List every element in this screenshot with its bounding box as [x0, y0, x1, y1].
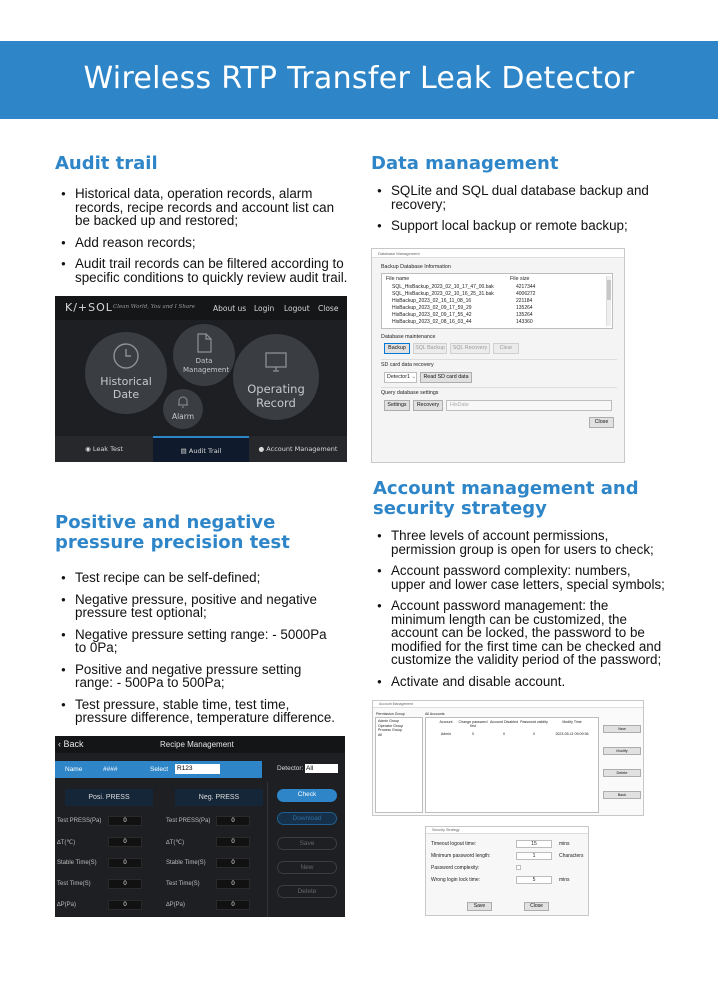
audit-trail-heading: Audit trail: [55, 153, 158, 174]
list-item[interactable]: [392, 305, 602, 312]
brand-slogan: Clean World, You and I Share: [113, 304, 196, 310]
account-management-heading: [373, 479, 639, 519]
column-header: Account: [439, 720, 453, 724]
list-item[interactable]: [392, 298, 602, 305]
clear-button[interactable]: Clear: [493, 343, 519, 354]
file-name: SQL_HisBackup_2023_02_10_17_47_00.bak: [392, 284, 494, 290]
modify-account-button[interactable]: Modify: [603, 747, 641, 755]
list-item: ● Add reason records;: [61, 236, 351, 250]
list-item[interactable]: All: [378, 732, 382, 737]
list-item: ● Account password complexity: numbers, upper and lower case letters, special symbols;: [377, 564, 665, 591]
tab-label: Leak Test: [92, 445, 123, 453]
table-cell: 0: [503, 732, 505, 736]
back-link[interactable]: [58, 739, 84, 749]
file-size: 221184: [516, 298, 533, 304]
select-label: Select: [150, 766, 169, 773]
data-management-heading: Data management: [371, 153, 559, 174]
save-button[interactable]: Save: [467, 902, 492, 911]
list-item[interactable]: [392, 319, 602, 326]
historical-date-label: Historical Date: [100, 375, 152, 401]
maintenance-label: Database maintenance: [381, 334, 436, 340]
recipe-top-bar: [55, 736, 345, 753]
column-header: Modify Time: [562, 720, 582, 724]
list-item: ● Account password management: the minimum length can be customized, the account can be locked, the password to be modified for the first time can be checked and customize the validity period of the password;: [377, 599, 665, 667]
param-input[interactable]: 0: [216, 837, 250, 847]
param-input[interactable]: 0: [216, 858, 250, 868]
param-label: ∆P(Pa): [57, 902, 77, 908]
historical-date-button[interactable]: [85, 332, 167, 414]
lock-time-unit: mins: [559, 877, 570, 883]
security-strategy-window: [425, 826, 589, 916]
query-settings-label: Query database settings: [381, 390, 439, 396]
timeout-label: Timeout logout time:: [431, 841, 477, 847]
audit-icon: ▤: [180, 447, 187, 455]
table-header: [432, 720, 598, 730]
lock-time-label: Wrong login lock time:: [431, 877, 481, 883]
list-item: ● Activate and disable account.: [377, 675, 665, 689]
param-label: Test Time(S): [166, 881, 200, 887]
table-cell: 2023-05-11 09:09:36: [555, 732, 589, 736]
param-label: Stable Time(S): [57, 860, 97, 866]
back-button[interactable]: Back: [603, 791, 641, 799]
recipe-title: Recipe Management: [160, 740, 234, 749]
account-management-list: [377, 529, 665, 696]
lock-time-input[interactable]: 5: [516, 876, 552, 884]
backup-button[interactable]: Backup: [384, 343, 410, 354]
recipe-management-screen: [55, 736, 345, 917]
file-name: HisBackup_2023_02_16_11_08_16: [392, 298, 472, 304]
tab-account-management[interactable]: [249, 436, 347, 462]
window-title: Account Management: [373, 701, 643, 708]
monitor-icon: [265, 352, 287, 372]
recipe-select-input[interactable]: R123: [175, 764, 220, 774]
heading-line: pressure precision test: [55, 532, 290, 553]
screen-top-bar: [55, 296, 347, 320]
file-size: 4217344: [516, 284, 536, 290]
list-item: ● Test pressure, stable time, test time, pressure difference, temperature difference.: [61, 698, 341, 725]
param-label: Stable Time(S): [166, 860, 206, 866]
database-management-window: [371, 248, 625, 463]
permission-group-label: Permission Group: [376, 712, 405, 716]
alarm-button[interactable]: [163, 389, 203, 429]
detector-select[interactable]: All: [305, 764, 338, 773]
new-button[interactable]: New: [277, 861, 337, 874]
param-input[interactable]: 0: [216, 879, 250, 889]
list-item: ● Test recipe can be self-defined;: [61, 571, 341, 585]
back-label: Back: [63, 739, 84, 749]
sql-recovery-button[interactable]: SQL Recovery: [450, 343, 490, 354]
list-item[interactable]: [392, 312, 602, 319]
posi-press-header: Posi. PRESS: [65, 789, 153, 806]
read-sd-card-button[interactable]: Read SD card data: [420, 372, 472, 383]
param-input[interactable]: 0: [108, 858, 142, 868]
tab-leak-test[interactable]: [55, 436, 153, 462]
param-label: Test Time(S): [57, 881, 91, 887]
operating-record-label: Operating Record: [247, 382, 305, 410]
list-item: ● Historical data, operation records, alarm records, recipe records and account list can be backed up and restored;: [61, 187, 351, 228]
param-input[interactable]: 0: [108, 837, 142, 847]
tab-label: Account Management: [266, 445, 338, 453]
param-label: ∆T(℃): [166, 840, 185, 846]
all-accounts-label: All Accounts: [425, 712, 445, 716]
menu-login[interactable]: Login: [254, 304, 275, 313]
table-cell: 0: [472, 732, 474, 736]
file-name: HisBackup_2023_02_09_17_59_29: [392, 305, 472, 311]
settings-button[interactable]: Settings: [384, 400, 410, 411]
heading-line: Positive and negative: [55, 512, 276, 533]
param-input[interactable]: 0: [108, 816, 142, 826]
clock-icon: [112, 342, 140, 370]
chevron-left-icon: ‹: [58, 739, 61, 749]
divider: [381, 359, 617, 360]
tab-audit-trail[interactable]: [153, 436, 249, 462]
recovery-button[interactable]: Recovery: [413, 400, 443, 411]
table-cell: 0: [533, 732, 535, 736]
menu-logout[interactable]: Logout: [284, 304, 310, 313]
operating-record-button[interactable]: [233, 334, 319, 420]
list-item[interactable]: [392, 284, 602, 291]
detector-select-value: Detector1: [387, 374, 410, 380]
file-size: 143360: [516, 319, 533, 325]
new-account-button[interactable]: New: [603, 725, 641, 733]
complexity-label: Password complexity:: [431, 865, 480, 871]
alarm-label: Alarm: [171, 412, 195, 421]
bell-icon: [176, 395, 190, 409]
screen-tab-bar: [55, 436, 347, 462]
close-button[interactable]: Close: [589, 417, 614, 428]
param-input[interactable]: 0: [216, 816, 250, 826]
menu-about-us[interactable]: About us: [213, 304, 247, 313]
sd-card-label: SD card data recovery: [381, 362, 434, 368]
list-item: ● Three levels of account permissions, permission group is open for users to check;: [377, 529, 665, 556]
download-button[interactable]: Download: [277, 812, 337, 825]
permission-group-list[interactable]: [375, 717, 423, 813]
file-name: HisBackup_2023_02_08_16_03_44: [392, 319, 472, 325]
pressure-test-list: [61, 571, 341, 733]
scrollbar[interactable]: [606, 276, 611, 326]
window-title: Security Strategy: [426, 827, 588, 834]
divider: [381, 387, 617, 388]
param-label: ∆T(℃): [57, 840, 76, 846]
list-item: ● SQLite and SQL dual database backup and recovery;: [377, 184, 657, 211]
sql-backup-button[interactable]: SQL Backup: [413, 343, 447, 354]
backup-info-label: Backup Database Information: [381, 264, 451, 270]
chevron-down-icon: ⌄: [411, 374, 416, 380]
column-header: Password validity: [520, 720, 548, 724]
check-button[interactable]: Check: [277, 789, 337, 802]
gauge-icon: ◉: [85, 445, 91, 453]
name-label: Name: [65, 766, 83, 773]
audit-trail-list: [61, 187, 351, 292]
file-size: 4006272: [516, 291, 536, 297]
pressure-test-heading: [55, 513, 290, 553]
title-banner: [0, 41, 718, 119]
param-label: ∆P(Pa): [166, 902, 186, 908]
param-label: Test PRESS(Pa): [57, 818, 102, 824]
window-title: Database Management: [372, 249, 624, 258]
file-name: SQL_HisBackup_2023_02_10_16_25_31.bak: [392, 291, 494, 297]
data-management-button[interactable]: [173, 324, 235, 386]
heading-line: Account management and: [373, 478, 639, 499]
file-name: HisBackup_2023_02_09_17_55_42: [392, 312, 472, 318]
table-row[interactable]: [432, 732, 598, 738]
brand-logo: K/+SOL: [65, 301, 113, 314]
list-item[interactable]: Admin Group: [378, 719, 400, 723]
list-item: ● Negative pressure, positive and negative pressure test optional;: [61, 593, 341, 620]
list-item[interactable]: Operator Group: [378, 723, 404, 728]
column-header: Change password first: [458, 720, 488, 729]
list-item: ● Positive and negative pressure setting range: - 500Pa to 500Pa;: [61, 663, 341, 690]
col-file-name: File name: [386, 276, 410, 282]
divider: [267, 782, 268, 917]
column-header: Account Disabled: [490, 720, 518, 724]
data-management-list: [377, 184, 657, 241]
detector-label: Detector:: [277, 765, 304, 772]
detector-select[interactable]: [384, 372, 417, 383]
col-file-size: File size: [510, 276, 530, 282]
param-input[interactable]: 0: [108, 879, 142, 889]
document-icon: [195, 333, 213, 353]
accounts-table[interactable]: [425, 717, 599, 813]
min-length-unit: Characters: [559, 853, 584, 859]
delete-account-button[interactable]: Delete: [603, 769, 641, 777]
close-button[interactable]: Close: [524, 902, 549, 911]
file-size: 135264: [516, 312, 533, 318]
list-item: ● Negative pressure setting range: - 5000Pa to 0Pa;: [61, 628, 341, 655]
data-management-label: Data Management: [183, 357, 230, 374]
his-date-field[interactable]: HisDate: [446, 400, 612, 411]
audit-trail-screenshot: [55, 296, 347, 462]
save-button[interactable]: Save: [277, 837, 337, 850]
list-item: ● Audit trail records can be filtered according to specific conditions to quickly review audit trail.: [61, 257, 351, 284]
min-length-input[interactable]: 1: [516, 852, 552, 860]
list-item[interactable]: [392, 291, 602, 298]
param-input[interactable]: 0: [216, 900, 250, 910]
heading-line: security strategy: [373, 498, 547, 519]
table-cell: Admin: [440, 732, 452, 736]
timeout-unit: mins: [559, 841, 570, 847]
backup-file-list[interactable]: [381, 273, 613, 329]
timeout-input[interactable]: 15: [516, 840, 552, 848]
file-size: 135264: [516, 305, 533, 311]
menu-close[interactable]: Close: [318, 304, 339, 313]
tab-label: Audit Trail: [188, 447, 222, 455]
delete-button[interactable]: Delete: [277, 885, 337, 898]
min-length-label: Minimum password length:: [431, 853, 491, 859]
account-management-window: [372, 700, 644, 816]
complexity-checkbox[interactable]: [516, 865, 521, 870]
param-input[interactable]: 0: [108, 900, 142, 910]
name-value: ####: [103, 766, 118, 773]
recipe-select-bar: [55, 761, 262, 778]
neg-press-header: Neg. PRESS: [175, 789, 263, 806]
list-item: ● Support local backup or remote backup;: [377, 219, 657, 233]
user-icon: ●: [258, 445, 265, 453]
param-label: Test PRESS(Pa): [166, 818, 211, 824]
list-item[interactable]: Process Group: [378, 728, 402, 733]
page-title: Wireless RTP Transfer Leak Detector: [83, 61, 635, 96]
